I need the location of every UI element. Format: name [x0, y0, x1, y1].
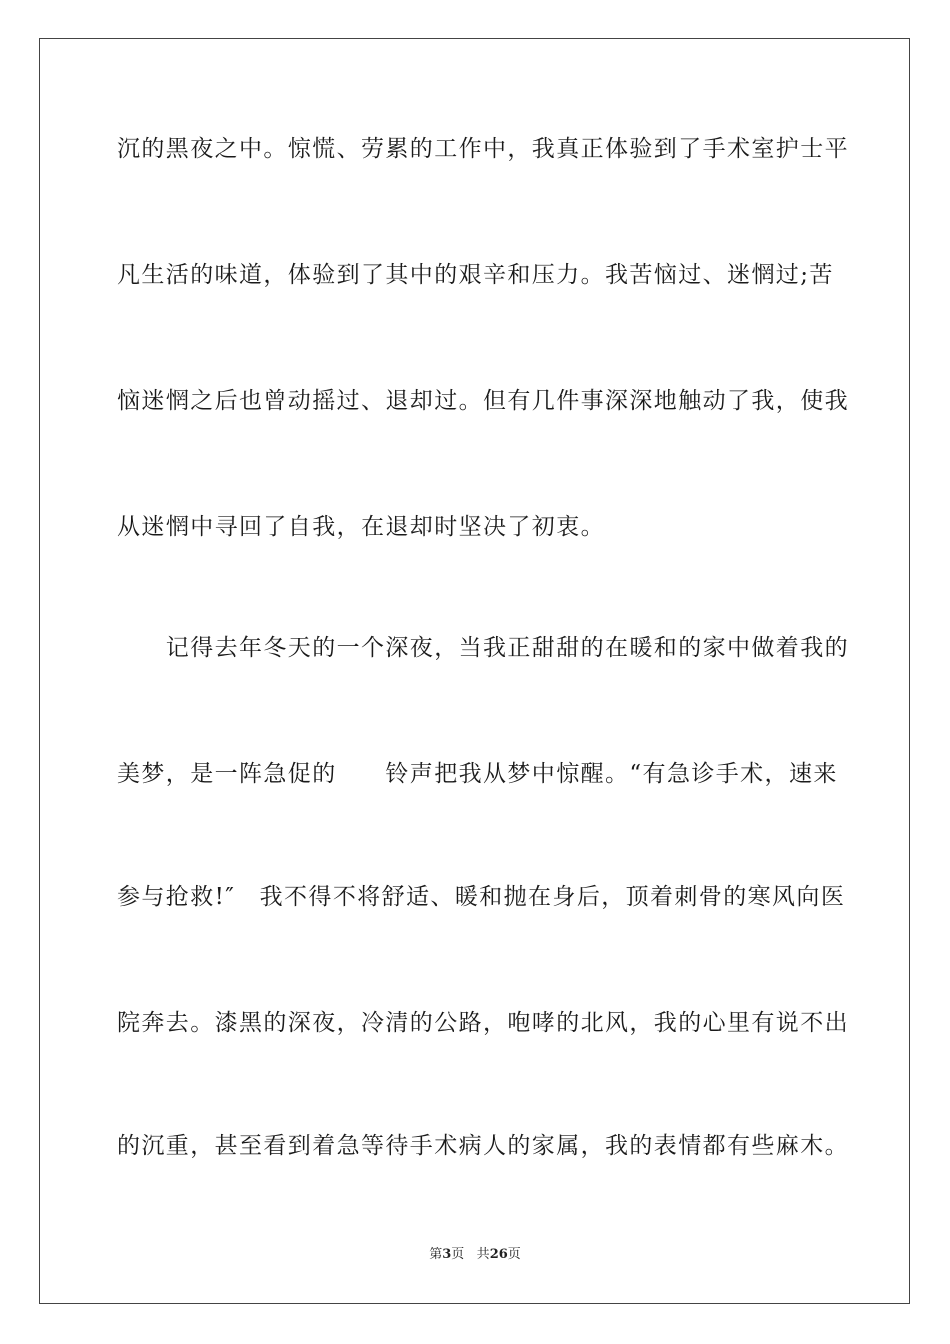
- footer-page-number: 3: [442, 1247, 452, 1262]
- footer-page-prefix: 第: [429, 1247, 443, 1262]
- page-footer: [0, 1246, 950, 1264]
- body-text-line: 参与抢救!″ 我不得不将舒适、暖和抛在身后，顶着刺骨的寒风向医: [117, 884, 846, 910]
- footer-page-suffix: 页: [451, 1247, 465, 1262]
- body-text-line: 院奔去。漆黑的深夜，冷清的公路，咆哮的北风，我的心里有说不出: [117, 1010, 849, 1036]
- body-text-line: 记得去年冬天的一个深夜，当我正甜甜的在暖和的家中做着我的: [117, 635, 849, 661]
- footer-total-pages: 26: [489, 1247, 508, 1262]
- body-text-line: 恼迷惘之后也曾动摇过、退却过。但有几件事深深地触动了我，使我: [117, 388, 849, 414]
- page-border: [39, 38, 910, 1304]
- body-text-line: 的沉重，甚至看到着急等待手术病人的家属，我的表情都有些麻木。: [117, 1133, 849, 1159]
- body-text-line: 沉的黑夜之中。惊慌、劳累的工作中，我真正体验到了手术室护士平: [117, 136, 849, 162]
- footer-total-suffix: 页: [507, 1247, 521, 1262]
- footer-total-prefix: 共: [476, 1247, 490, 1262]
- body-text-line: 美梦，是一阵急促的 铃声把我从梦中惊醒。“有急诊手术，速来: [117, 761, 838, 787]
- body-text-line: 从迷惘中寻回了自我，在退却时坚决了初衷。: [117, 514, 605, 540]
- body-text-line: 凡生活的味道，体验到了其中的艰辛和压力。我苦恼过、迷惘过;苦: [117, 262, 834, 288]
